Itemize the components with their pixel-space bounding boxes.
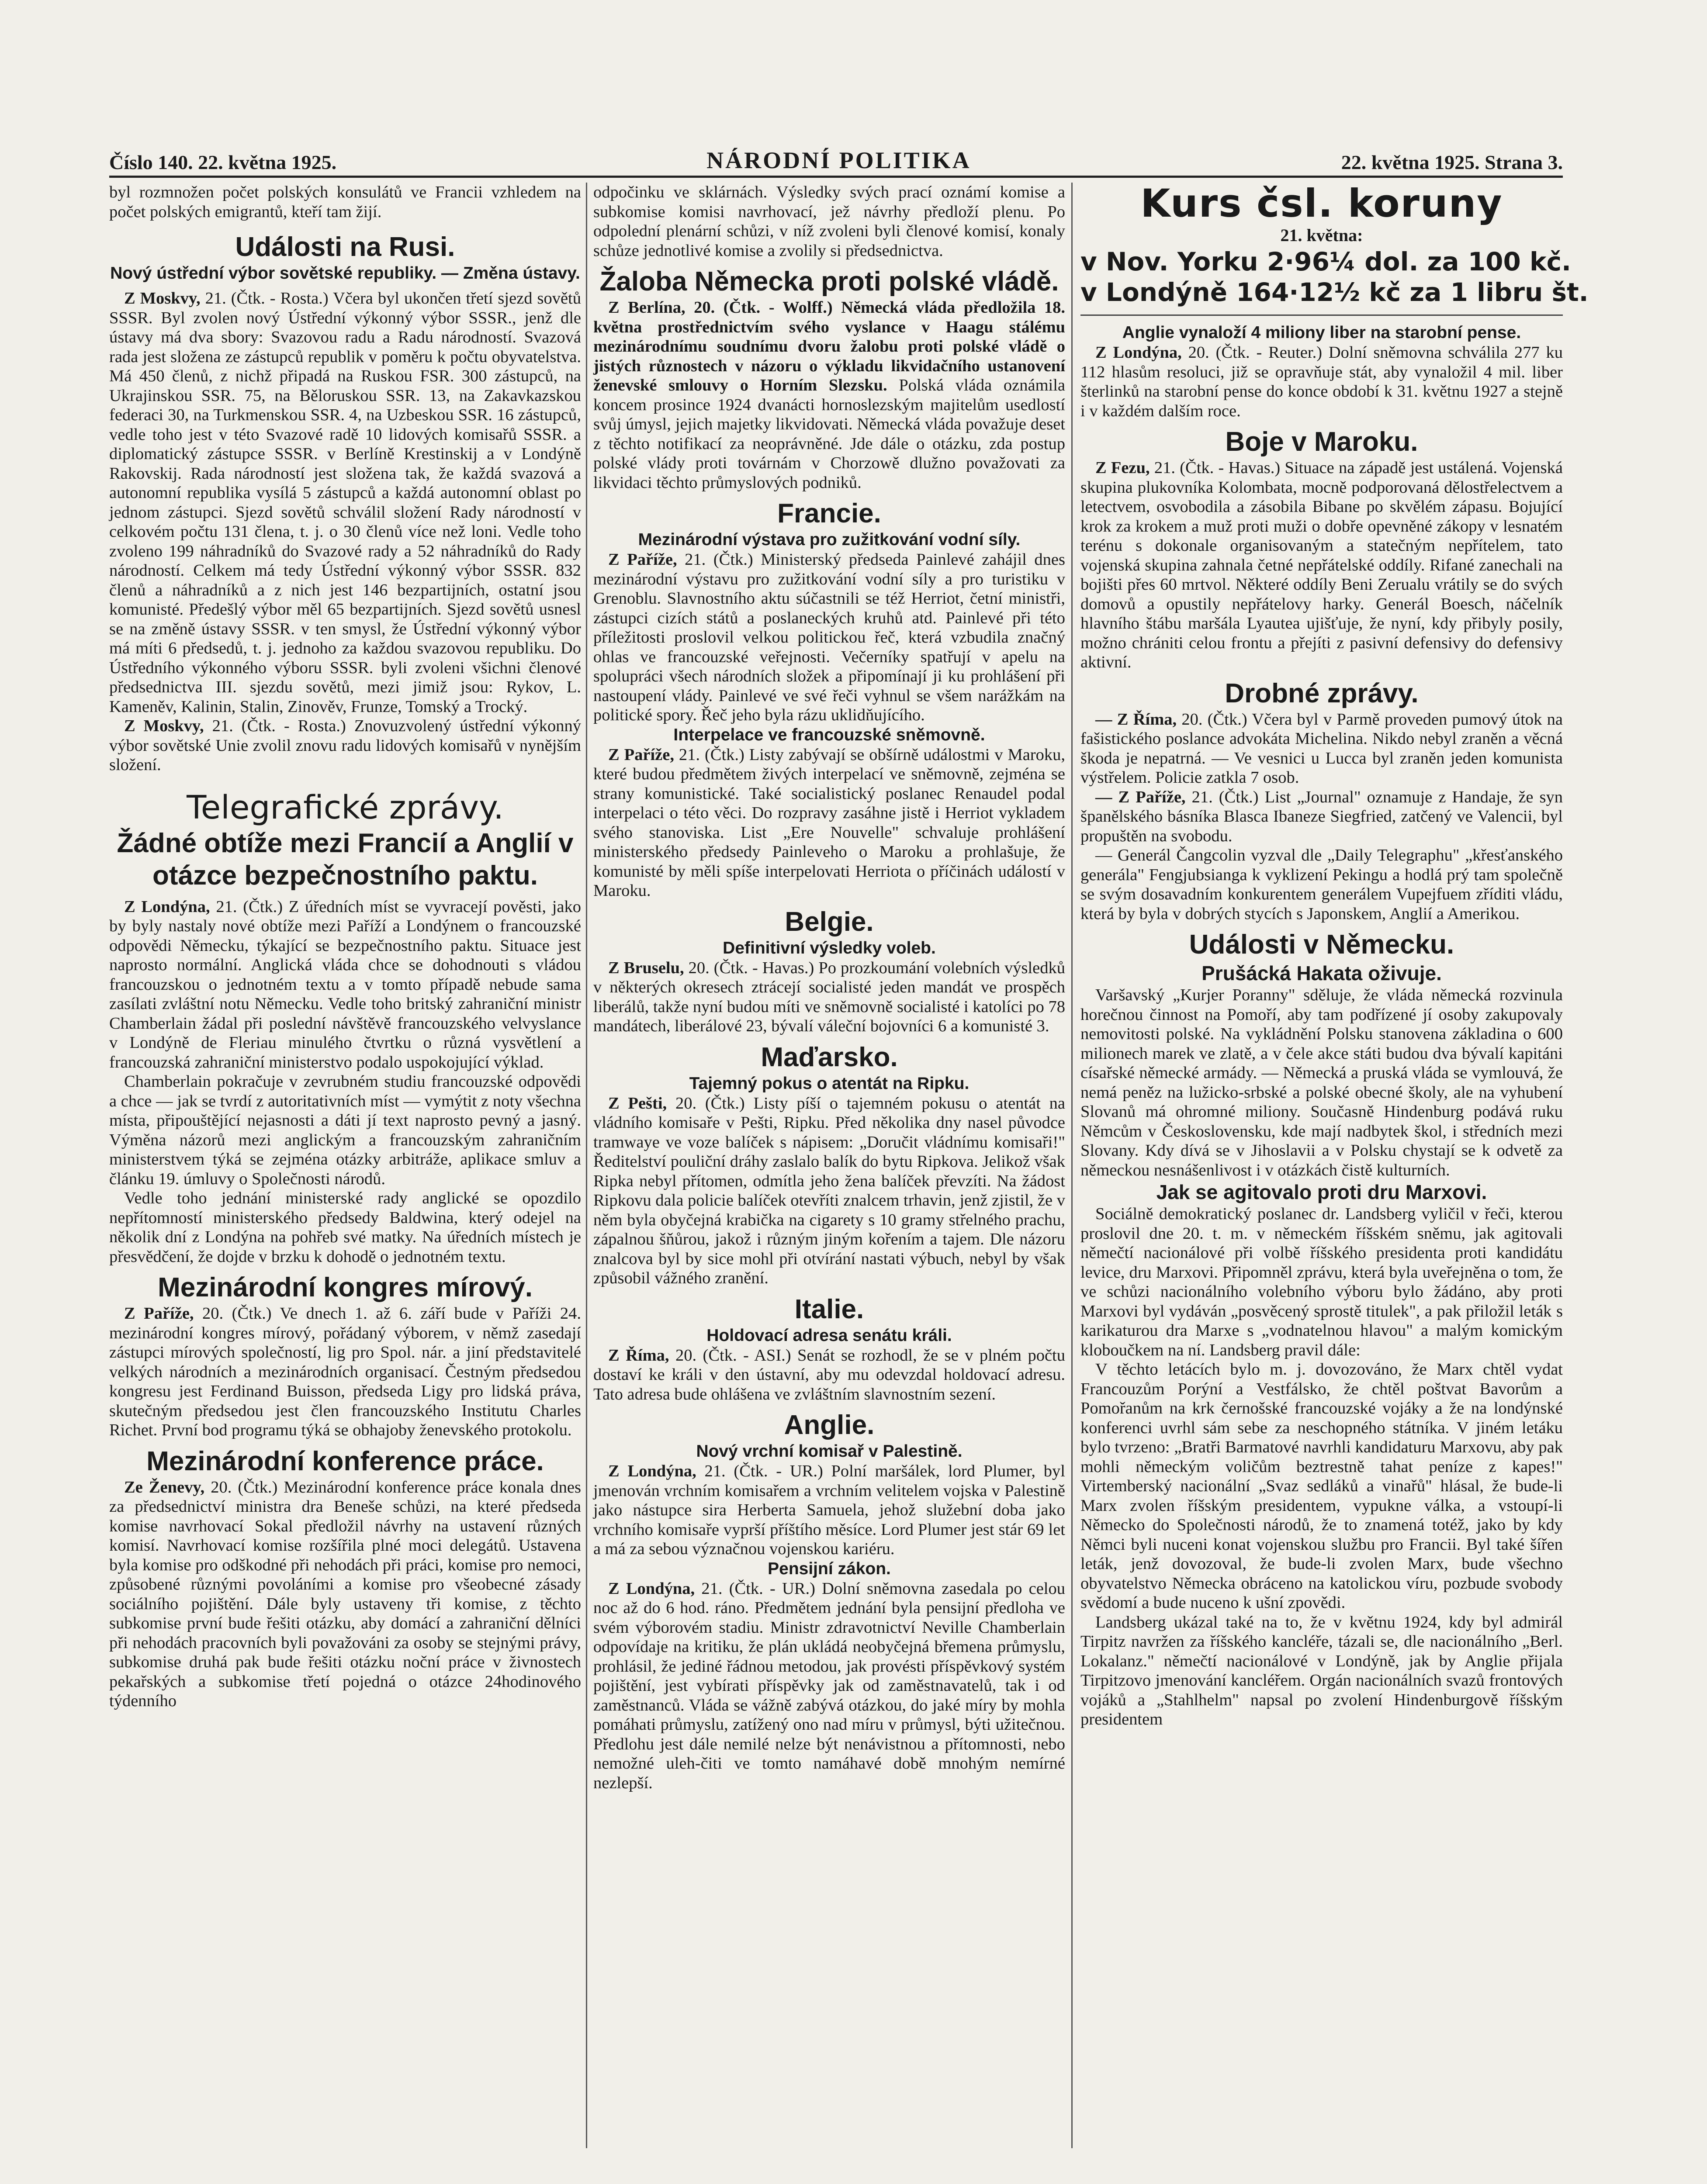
section-heading: Telegrafické zprávy. (187, 788, 504, 826)
masthead: NÁRODNÍ POLITIKA (706, 147, 971, 173)
paragraph: Ze Ženevy, 20. (Čtk.) Mezinárodní konference práce konala dnes za předsednictví ministra dra Beneše schůzi, na které předseda komise navrhovací Sokal předložil návrhy na ustavení různých komisí. Navrhovací komise rozšířila plné moci delegátů. Ustavena byla komise pro odškodné při nehodách při práci, komise pro nemoci, způsobené různými povoláními a komise pro všeobecné zásady sociálního pojištění. Dále byly ustaveny tři komise, z těchto subkomise první bude řešiti otázku, aby domácí a zahraniční dělníci při nehodách pracovních byli považováni za osoby se stejnými právy, subkomise druhá pak bude řešiti otázku noční práce v živnostech pekařských a subkomise třetí pojedná o otázce 24hodinového týdenního (109, 1478, 581, 1710)
paragraph: — Z Říma, 20. (Čtk.) Včera byl v Parmě proveden pumový útok na fašistického poslance advokáta Michelina. Nikdo nebyl zraněn a věcná škoda je nepatrná. — Ve vesnici u Lucca byl zraněn jeden komunista výstřelem. Policie zatkla 7 osob. (1080, 710, 1563, 787)
exchange-rate-date: 21. května: (1280, 225, 1363, 245)
divider (1080, 314, 1563, 316)
section-heading: Francie. (777, 498, 881, 529)
column-rule (586, 183, 587, 2148)
column-rule (1071, 183, 1073, 2148)
page-header (109, 139, 1563, 174)
paragraph: Z Paříže, 20. (Čtk.) Ve dnech 1. až 6. září bude v Paříži 24. mezinárodní kongres mírový, pořádaný výborem, v němž zasedají zástupci mírových společností, lig pro Spol. nár. a jiní představitelé velkých národních a mezinárodních organisací. Čestným předsedou kongresu jest Ferdinand Buisson, předseda Ligy pro lidská práva, skutečným předsedou jest člen francouzského Institutu Charles Richet. První bod programu týká se obhajoby ženevského protokolu. (109, 1304, 581, 1439)
section-heading: Drobné zprávy. (1225, 678, 1419, 708)
article-heading: Nový vrchní komisař v Palestině. (696, 1442, 963, 1461)
header-rule (109, 176, 1563, 178)
paragraph: Z Moskvy, 21. (Čtk. - Rosta.) Znovuzvolený ústřední výkonný výbor sovětské Unie zvolil znovu radu lidových komisařů v nynějším složení. (109, 717, 581, 774)
article-heading: Prušácká Hakata oživuje. (1201, 962, 1442, 985)
column-3 (1080, 181, 1589, 1729)
article-heading: Interpelace ve francouzské sněmovně. (673, 725, 985, 744)
article-heading: Žaloba Německa proti polské vládě. (599, 266, 1059, 297)
paragraph: odpočinku ve sklárnách. Výsledky svých prací oznámí komise a subkomise komisi navrhovací, jež návrhy předloží plenu. Po odpolední plenární schůzi, v níž zvoleni byli členové komisí, konaly schůze jednotlivé komise a zvolily si předsednictva. (593, 183, 1065, 260)
section-heading: Maďarsko. (761, 1042, 898, 1072)
section-heading: Italie. (794, 1294, 864, 1324)
paragraph: — Z Paříže, 21. (Čtk.) List „Journal" oznamuje z Handaje, že syn španělského básníka Blasca Ibaneze Siegfried, zatčený ve Valencii, byl propuštěn na svobodu. (1080, 788, 1563, 845)
article-heading: Nový ústřední výbor sovětské republiky. — Změna ústavy. (110, 264, 580, 283)
paragraph: Z Paříže, 21. (Čtk.) Ministerský předseda Painlevé zahájil dnes mezinárodní výstavu pro zužitkování vodní síly a pro turistiku v Grenoblu. Slavnostního aktu súčastnili se též Herriot, četní ministři, zástupci cizích států a poslaneckých kruhů atd. Painlevé při této příležitosti proslovil velkou politickou řeč, která vzbudila značný ohlas ve francouzské veřejnosti. Večerníky spatřují v apelu na spolupráci všech národních složek a připomínají ji ku prohlášení při nastoupení vlády. Painlevé ve své řeči vyhnul se všem narážkám na politické spory. Řeč jeho byla rázu uklidňujícího. (593, 550, 1065, 724)
section-heading: Události v Německu. (1189, 930, 1454, 960)
paragraph: Z Londýna, 21. (Čtk.) Z úředních míst se vyvracejí pověsti, jako by byly nastaly nové obtíže mezi Paříží a Londýnem o francouzské odpovědi Německu, týkající se bezpečnostního paktu. Situace jest naprosto normální. Anglická vláda chce se dohodnouti s vládou francouzskou o jednotném textu a v tomto případě nebude sama zasílati zvláštní notu Německu. Vedle toho britský zahraniční ministr Chamberlain žádal při poslední návštěvě francouzského velvyslance v Londýně de Fleriau minulého čtvrtku o různá vysvětlení a francouzská zahraniční ministerstvo podalo uspokojující výklad. (109, 897, 581, 1071)
section-heading: Události na Rusi. (235, 232, 455, 262)
paragraph: Sociálně demokratický poslanec dr. Landsberg vyličil v řeči, kterou proslovil dne 20. t. m. v německém říšském sněmu, jak agitovali němečtí nacionálové při volbě říšského presidenta proti kandidátu levice, dru Marxovi. Připomněl zprávu, která byla uveřejněna o tom, že ve schůzi nacionálního volebního výboru bylo žádáno, aby proti Marxovi byl vydáván „posvěcený sprostě titulek", a pak přiložil leták s karikaturou dra Marxe s „vodnatelnou hlavou" a malým komickým kloboučkem na ní. Landsberg pravil dále: (1080, 1205, 1563, 1359)
paragraph: Vedle toho jednání ministerské rady anglické se opozdilo nepřítomností ministerského předsedy Baldwina, který odejel na několik dní z Londýna na pohřeb své matky. Na úředních místech je přesvědčení, že dojde v brzku k dohodě o jednotném textu. (109, 1189, 581, 1266)
exchange-rate-london: v Londýně 164·12½ kč za 1 libru št. (1080, 277, 1589, 307)
section-heading: Boje v Maroku. (1225, 427, 1418, 457)
header-issue: Číslo 140. 22. května 1925. (109, 151, 337, 173)
paragraph: Z Moskvy, 21. (Čtk. - Rosta.) Včera byl ukončen třetí sjezd sovětů SSSR. Byl zvolen nový Ústřední výkonný výbor SSSR., jenž dle ústavy má dva sbory: Svazovou radu a Radu národností. Svazová rada jest složena ze zástupců republik v poměru k počtu obyvatelstva. Má 450 členů, z nichž připadá na Ruskou FSR. 300 zástupců, na Ukrajinskou SSR. 75, na Běloruskou SSR. 13, na Zakavkazskou federaci 30, na Turkmenskou SSR. 4, na Uzbeskou SSR. 16 zástupců, vedle toho jest v této Svazové radě 10 lidových komisařů SSSR. a diplomatický zástupce SSSR. v Berlíně Krestinskij a v Londýně Rakovskij. Rada národností jest složena tak, že každá svazová a autonomní republika vysílá 5 zástupců a každá autonomní oblast po jednom zástupci. Sjezd sovětů schválil složení Rady národností v celkovém počtu 131 člena, t. j. o 30 členů více než loni. Vedle toho zvoleno 199 náhradníků do Svazové rady a 52 náhradníků do Rady národností. Celkem má tedy Ústřední výkonný výbor SSSR. 832 členů a náhradníků a z nich jest 146 bezpartijních, ostatní jsou komunisté. Předešlý výbor měl 65 bezpartijních. Sjezd sovětů usnesl se na změně ústavy SSSR. v ten smysl, že Ústřední výkonný výbor má míti 6 předsedů, t. j. jednoho za každou svazovou republiku. Do Ústředního výkonného výboru SSSR. byli zvoleni všichni členové předsednictva III. sjezdu sovětů, mezi jimiž jsou: Rykov, L. Kameněv, Kalinin, Stalin, Zinověv, Frunze, Tomský a Trocký. (109, 289, 581, 716)
exchange-rate-newyork: v Nov. Yorku 2·96¼ dol. za 100 kč. (1080, 247, 1572, 276)
article-heading: Mezinárodní konference práce. (146, 1446, 544, 1476)
article-heading: Anglie vynaloží 4 miliony liber na starobní pense. (1122, 323, 1521, 342)
article-heading: Mezinárodní výstava pro zužitkování vodní síly. (638, 530, 1021, 549)
paragraph: byl rozmnožen počet polských konsulátů ve Francii vzhledem na počet polských emigrantů, kteří tam žijí. (109, 183, 581, 221)
article-heading: Definitivní výsledky voleb. (723, 938, 936, 957)
article-heading: Žádné obtíže mezi Francií a Anglií v otázce bezpečnostního paktu. (117, 828, 574, 891)
paragraph: Z Londýna, 21. (Čtk. - UR.) Polní maršálek, lord Plumer, byl jmenován vrchním komisařem a vrchním velitelem vojska v Palestině jako nástupce sira Herberta Samuela, jehož služební doba jako vrchního komisaře vyprší příštího měsíce. Lord Plumer jest stár 69 let a má za sebou význačnou vojenskou kariéru. (593, 1462, 1065, 1558)
paragraph: Varšavský „Kurjer Poranny" sděluje, že vláda německá rozvinula horečnou činnost na Pomoří, aby tam podřízené jí osoby zakupovaly nemovitosti polské. Na vykládnění Polsku stanovena základina o 600 milionech marek ve zlatě, a v čele akce státi budou dva bývalí kapitáni císařské německé armády. — Německá a pruská vláda se vymlouvá, že nemá peněz na lužicko-srbské a polské obecné školy, ale na vyhubení Slovanů má ohromné miliony. Současně Hindenburg podává ruku Němcům v Československu, kde mají nadbytek škol, i středních mezi Slovany. Kdy dívá se v Jihoslavii a v Polsku chystají se k odvetě za německou nesnášenlivost i v otázkách čistě kulturních. (1080, 986, 1563, 1179)
article-heading: Mezinárodní kongres mírový. (158, 1272, 533, 1303)
article-heading: Jak se agitovalo proti dru Marxovi. (1156, 1181, 1487, 1203)
section-heading: Belgie. (785, 906, 874, 937)
paragraph: — Generál Čangcolin vyzval dle „Daily Telegraphu" „křesťanského generála" Fengjubsianga k vyklizení Pekingu a hodlá prý tam společně se svým dosavadním konkurentem generálem Vupejfuem zříditi vládu, která by byla v dobrých stycích s Japonskem, Anglií a Amerikou. (1080, 846, 1563, 923)
paragraph: Z Fezu, 21. (Čtk. - Havas.) Situace na západě jest ustálená. Vojenská skupina plukovníka Kolombata, mocně podporovaná dělostřelectvem a letectvem, osvobodila a zásobila Bibane po skvělém zápasu. Bojující krok za krokem a muž proti muži o dobře opevněné zákopy v lesnatém terénu s dokonale organisovaným a statečným nepřítelem, tato vojenská skupina zahnala četné nepřátelské oddíly. Rifané zanechali na bojišti přes 60 mrtvol. Některé oddíly Beni Zerualu vrátily se do svých domovů a opustily nepřátelovy harky. Generál Boesch, náčelník hlavního štábu maršála Lyautea ujišťuje, že nyní, kdy přibyly posily, možno chrániti celou frontu a přejíti z pasivní defensivy do defensivy aktivní. (1080, 459, 1563, 671)
article-heading: Holdovací adresa senátu králi. (706, 1326, 952, 1345)
paragraph: Z Bruselu, 20. (Čtk. - Havas.) Po prozkoumání volebních výsledků v některých okresech ztrácejí socialisté jeden mandát ve prospěch liberálů, takže nyní budou míti ve sněmovně socialisté i katolíci po 78 mandátech, liberálové 23, bývalí váleční bojovníci 6 a komunisté 3. (593, 958, 1065, 1035)
paragraph: Z Londýna, 21. (Čtk. - UR.) Dolní sněmovna zasedala po celou noc až do 6 hod. ráno. Předmětem jednání byla pensijní předloha ve svém výborovém stadiu. Ministr zdravotnictví Neville Chamberlain odpovídaje na kritiku, že plán ukládá neobyčejná břemena průmyslu, prohlásil, že jediné řádnou metodou, jak provésti příspěvkový systém pojištění, jest vybírati příspěvky jak od zaměstnavatelů, tak i od zaměstnanců. Vláda se vážně zabývá otázkou, do jaké míry by mohla pomáhati průmyslu, zatížený ono nad míru v průmysl, býti užitečnou. Předlohu jest dále nemilé nelze být nenávistnou a přítomnosti, nebo nemožné uleh-čiti ve tomto namáhavé době mnohým nemírné nezlepší. (593, 1579, 1065, 1792)
paragraph: Z Londýna, 20. (Čtk. - Reuter.) Dolní sněmovna schválila 277 ku 112 hlasům resoluci, již se opravňuje stát, aby vynaložil 4 mil. liber šterlinků na starobní pense do konce období k 31. květnu 1927 a stejně i v každém dalším roce. (1080, 343, 1563, 420)
column-2 (593, 183, 1065, 1793)
exchange-rate-title: Kurs čsl. koruny (1140, 181, 1503, 226)
header-page: 22. května 1925. Strana 3. (1341, 151, 1563, 173)
paragraph: Z Říma, 20. (Čtk. - ASI.) Senát se rozhodl, že se v plném počtu dostaví ke králi v den ústavní, aby mu odevzdal holdovací adresu. Tato adresa bude ohlášena ve zvláštním slavnostním sezení. (593, 1346, 1066, 1403)
paragraph: Chamberlain pokračuje v zevrubném studiu francouzské odpovědi a chce — jak se tvrdí z autoritativních míst — vymýtit z noty všechna místa, připouštějící nejasnosti a dáti jí text naprosto pevný a jasný. Výměna názorů mezi anglickým a francouzským zahraničním ministerstvem týká se zejména otázky arbitráže, aplikace smluv a článku 19. úmluvy o Společnosti národů. (109, 1072, 581, 1188)
paragraph: Z Paříže, 21. (Čtk.) Listy zabývají se obšírně událostmi v Maroku, které budou předmětem živých interpelací ve sněmovně, zejména se strany komunistické. Také socialistický poslanec Renaudel podal interpelaci o této věci. Do rozpravy zasáhne jistě i Herriot vykladem svého stanoviska. List „Ere Nouvelle" schvaluje prohlášení ministerského předsedy Painleveho o Maroku a prohlašuje, že komunisté by měli spíše interpelovati Herriota o příčinách událostí v Maroku. (593, 745, 1065, 900)
section-heading: Anglie. (784, 1410, 875, 1440)
paragraph: Landsberg ukázal také na to, že v květnu 1924, kdy byl admirál Tirpitz navržen za říšského kancléře, tázali se, dle nacionálního „Berl. Lokalanz." němečtí nacionálové v Londýně, jak by Anglie přijala Tirpitzovo jmenování kancléřem. Orgán nacionálních svazů frontových vojáků a „Stahlhelm" napsal po zvolení Hindenburgově říšským presidentem (1080, 1613, 1563, 1728)
paragraph: Z Berlína, 20. (Čtk. - Wolff.) Německá vláda předložila 18. května prostřednictvím svého vyslance v Haagu stálému mezinárodnímu soudnímu dvoru žalobu proti polské vládě o jistých různostech v názoru o výkladu likvidačního ustanovení ženevské smlouvy o Horním Slezsku. Polská vláda oznámila koncem prosince 1924 dvanácti hornoslezským majitelům usedlostí svůj úmysl, jejich majetky likvidovati. Německá vláda považuje deset z těchto notifikací za neoprávněné. Jde dále o otázku, zda postup polské vlády proti továrnám v Chorzowě dlužno považovati za likvidaci těchto průmyslových podniků. (593, 298, 1066, 492)
paragraph: V těchto letácích bylo m. j. dovozováno, že Marx chtěl vydat Francouzům Porýní a Vestfálsko, že chtěl poštvat Bavorům a Pomořanům na krk černošské francouzské vojáky a že na londýnské konferenci uvrhl sám sebe za neschopného státníka. V jiném letáku bylo tvrzeno: „Bratři Barmatové navrhli kandidaturu Marxovu, aby pak mohli německým voličům beztrestně tahat peníze z kapes!" Virtemberský nacionální „Svaz sedláků a vinařů" hlásal, že bude-li Marx zvolen říšským presidentem, vypukne válka, a vstoupí-li Německo do Společnosti národů, že to znamená totéž, jako by kdy Němci byli nuceni konat vojenskou službu pro Francii. Byl také šířen leták, jenž dovozoval, že bude-li zvolen Marx, bude všechno obyvatelstvo Německa obráceno na katolickou víru, pozbude svobody svědomí a bude nuceno k ušní zpovědi. (1080, 1360, 1563, 1612)
article-heading: Pensijní zákon. (768, 1559, 891, 1578)
article-heading: Tajemný pokus o atentát na Ripku. (689, 1074, 969, 1093)
column-1 (109, 183, 581, 1711)
paragraph: Z Pešti, 20. (Čtk.) Listy píší o tajemném pokusu o atentát na vládního komisaře v Pešti, Ripku. Před několika dny nasel původce tramwaye ve voze balíček s nápisem: „Doručit vládnímu komisaři!" Ředitelství pouliční dráhy zaslalo balík do bytu Ripkova. Jelikož však Ripka nebyl přítomen, odmítla jeho žena balíček převzíti. Na žádost Ripkovu dala policie balíček otevříti znalcem trhavin, jenž zjistil, že v něm byla obyčejná krabička na cigarety s 10 gramy střelného prachu, zápalnou šňůrou, jakož i různým jiným kořením a tajem. Dle názoru znalcova byl by sice mohl při otvírání nastati výbuch, nebyl by však způsobil vážného zranění. (593, 1094, 1066, 1287)
